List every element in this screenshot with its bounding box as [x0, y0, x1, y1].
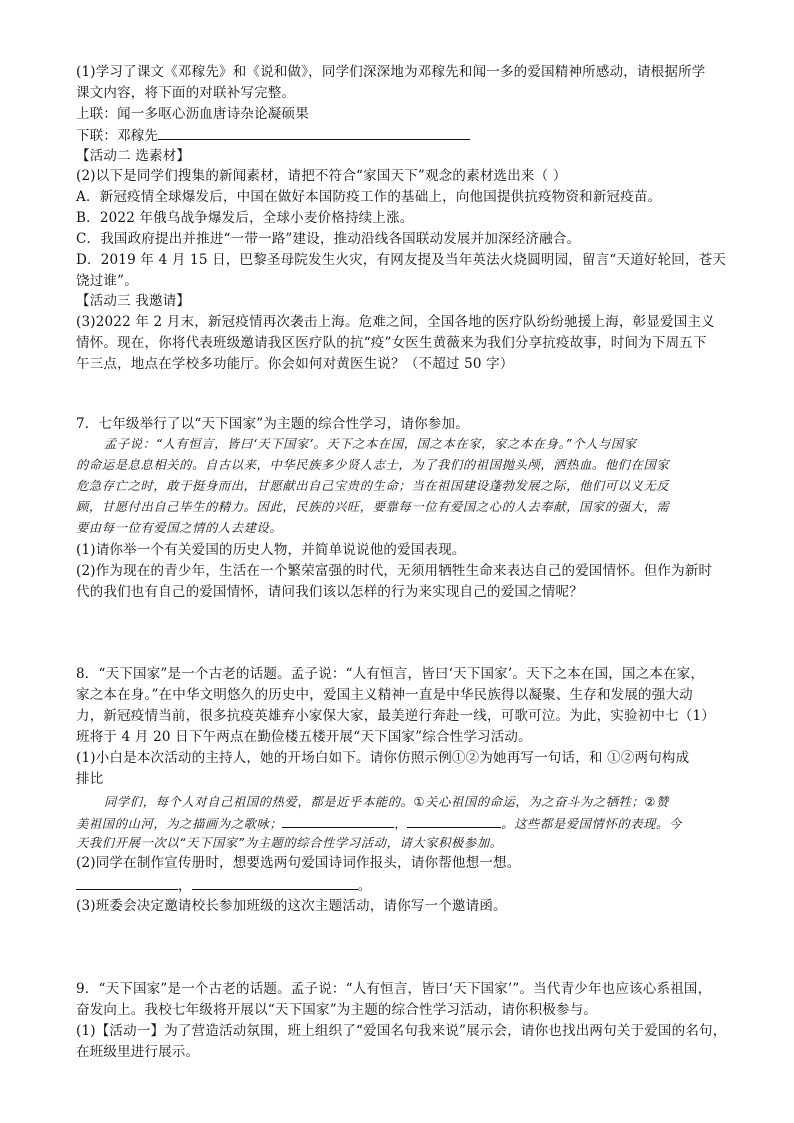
- parallel-blank-1[interactable]: [282, 813, 394, 828]
- question-9-intro-line1: 9．“天下国家”是一个古老的话题。孟子说：“人有恒言，皆曰‘天下国家’”。当代青少年也应该心系祖国，: [76, 981, 712, 997]
- opening-quote-line1: 同学们，每个人对自己祖国的热爱，都是近乎本能的。①关心祖国的命运，为之奋斗为之牺牲；②赞: [104, 795, 669, 809]
- question-7-1: (1)请你举一个有关爱国的历史人物，并简单说说他的爱国表现。: [76, 542, 466, 558]
- option-a[interactable]: A．新冠疫情全球爆发后，中国在做好本国防疫工作的基础上，向他国提供抗疫物资和新冠疫苗。: [76, 189, 662, 205]
- question-8-2: (2)同学在制作宣传册时，想要选两句爱国诗词作报头，请你帮他想一想。: [76, 855, 521, 871]
- question-6-3-line2: 情怀。现在，你将代表班级邀请我区医疗队的抗“疫”女医生黄薇来为我们分享抗疫故事，时间为下周五下: [76, 335, 707, 351]
- question-8-intro-line1: 8．“天下国家”是一个古老的话题。孟子说：“人有恒言，皆曰‘天下国家’。天下之本在国，国之本在家，: [76, 666, 705, 682]
- question-8-intro-line3: 力，新冠疫情当前，很多抗疫英雄弃小家保大家，最美逆行奔赴一线，可歌可泣。为此，实验初中七（1）: [76, 708, 715, 724]
- couplet-answer-blank[interactable]: [158, 125, 470, 140]
- poem-answer-line: [76, 875, 371, 896]
- option-c[interactable]: C．我国政府提出并推进“一带一路”建设，推动沿线各国联动发展并加深经济融合。: [76, 231, 581, 247]
- option-d-line2[interactable]: 饶过谁”。: [76, 273, 138, 289]
- question-7-2-line2: 代的我们也有自己的爱国情怀，请问我们该以怎样的行为来实现自己的爱国之情呢？: [76, 584, 583, 600]
- question-6-1-line1: (1)学习了课文《邓稼先》和《说和做》，同学们深深地为邓稼先和闻一多的爱国精神所感动，请根据所学: [76, 64, 706, 80]
- question-7-quote-line3: 危急存亡之时，敢于挺身而出，甘愿献出自己宝贵的生命；当在祖国建设蓬勃发展之际，他们可以义无反: [76, 479, 670, 493]
- option-d-line1[interactable]: D．2019 年 4 月 15 日，巴黎圣母院发生火灾，有网友提及当年英法火烧圆明园，留言“天道好轮回，苍天: [76, 252, 727, 268]
- opening-quote-line2-start: 美祖国的山河，为之描画为之歌咏；: [76, 817, 283, 831]
- question-7-quote-line4: 顾，甘愿付出自己毕生的精力。因此，民族的兴旺，要靠每一位有爱国之心的人去奉献，国家的强大，需: [76, 500, 670, 514]
- question-9-1-line2: 在班级里进行展示。: [76, 1044, 200, 1060]
- parallel-blank-2[interactable]: [407, 813, 501, 828]
- question-7-quote-line5: 要由每一位有爱国之情的人去建设。: [76, 521, 283, 535]
- question-6-3-line1: (3)2022 年 2 月末，新冠疫情再次袭击上海。危难之间，全国各地的医疗队纷纷驰援上海，彰显爱国主义: [76, 314, 715, 330]
- couplet-lower: 下联：邓稼先: [76, 128, 159, 144]
- opening-quote-line2-end: 。这些都是爱国情怀的表现。今: [501, 817, 682, 831]
- poem-blank-2[interactable]: [192, 875, 358, 890]
- question-6-2: (2)以下是同学们搜集的新闻素材，请把不符合“家国天下”观念的素材选出来（ ）: [76, 168, 567, 184]
- question-7-quote-line2: 的命运是息息相关的。自古以来，中华民族多少贤人志士，为了我们的祖国抛头颅，洒热血。他们在国家: [76, 458, 670, 472]
- activity-3-heading: 【活动三 我邀请】: [76, 293, 191, 309]
- activity-2-heading: 【活动二 选素材】: [76, 148, 191, 164]
- question-9-1-line1: (1)【活动一】为了营造活动氛围，班上组织了“爱国名句我来说”展示会，请你也找出两句关于爱国的名句，: [76, 1023, 727, 1039]
- poem-separator: ，: [178, 878, 192, 894]
- question-8-1-line2: 排比: [76, 771, 104, 787]
- couplet-lower-line: [76, 125, 470, 146]
- poem-end: 。: [357, 878, 372, 894]
- question-8-1-line1: (1)小白是本次活动的主持人，她的开场白如下。请你仿照示例①②为她再写一句话，和 ①②两句构成: [76, 750, 690, 766]
- couplet-upper: 上联：闻一多呕心沥血唐诗杂论凝硕果: [76, 106, 309, 122]
- question-8-3: (3)班委会决定邀请校长参加班级的这次主题活动，请你写一个邀请函。: [76, 898, 507, 914]
- option-b[interactable]: B．2022 年俄乌战争爆发后，全球小麦价格持续上涨。: [76, 210, 414, 226]
- question-8-intro-line2: 家之本在身。”在中华文明悠久的历史中，爱国主义精神一直是中华民族得以凝聚、生存和发展的强大动: [76, 687, 693, 703]
- question-7-quote-line1: 孟子说：“人有恒言，皆曰‘天下国家’。天下之本在国，国之本在家，家之本在身。”个人与国家: [104, 437, 637, 451]
- question-6-3-line3: 午三点，地点在学校多功能厅。你会如何对黄医生说？（不超过 50 字）: [76, 356, 514, 372]
- question-8-intro-line4: 班将于 4 月 20 日下午两点在勤俭楼五楼开展“天下国家”综合性学习活动。: [76, 729, 532, 745]
- opening-quote-comma: ，: [394, 817, 408, 831]
- opening-quote-line2: [76, 813, 682, 833]
- question-9-intro-line2: 奋发向上。我校七年级将开展以“天下国家”为主题的综合性学习活动，请你积极参与。: [76, 1002, 598, 1018]
- question-6-1-line2: 课文内容，将下面的对联补写完整。: [76, 85, 296, 101]
- poem-blank-1[interactable]: [76, 875, 178, 890]
- question-7-title: 7．七年级举行了以“天下国家”为主题的综合性学习，请你参加。: [76, 416, 469, 432]
- question-7-2-line1: (2)作为现在的青少年，生活在一个繁荣富强的时代，无须用牺牲生命来表达自己的爱国情怀。但作为新时: [76, 563, 713, 579]
- opening-quote-line3: 天我们开展一次以“天下国家”为主题的综合性学习活动，请大家积极参加。: [76, 836, 503, 850]
